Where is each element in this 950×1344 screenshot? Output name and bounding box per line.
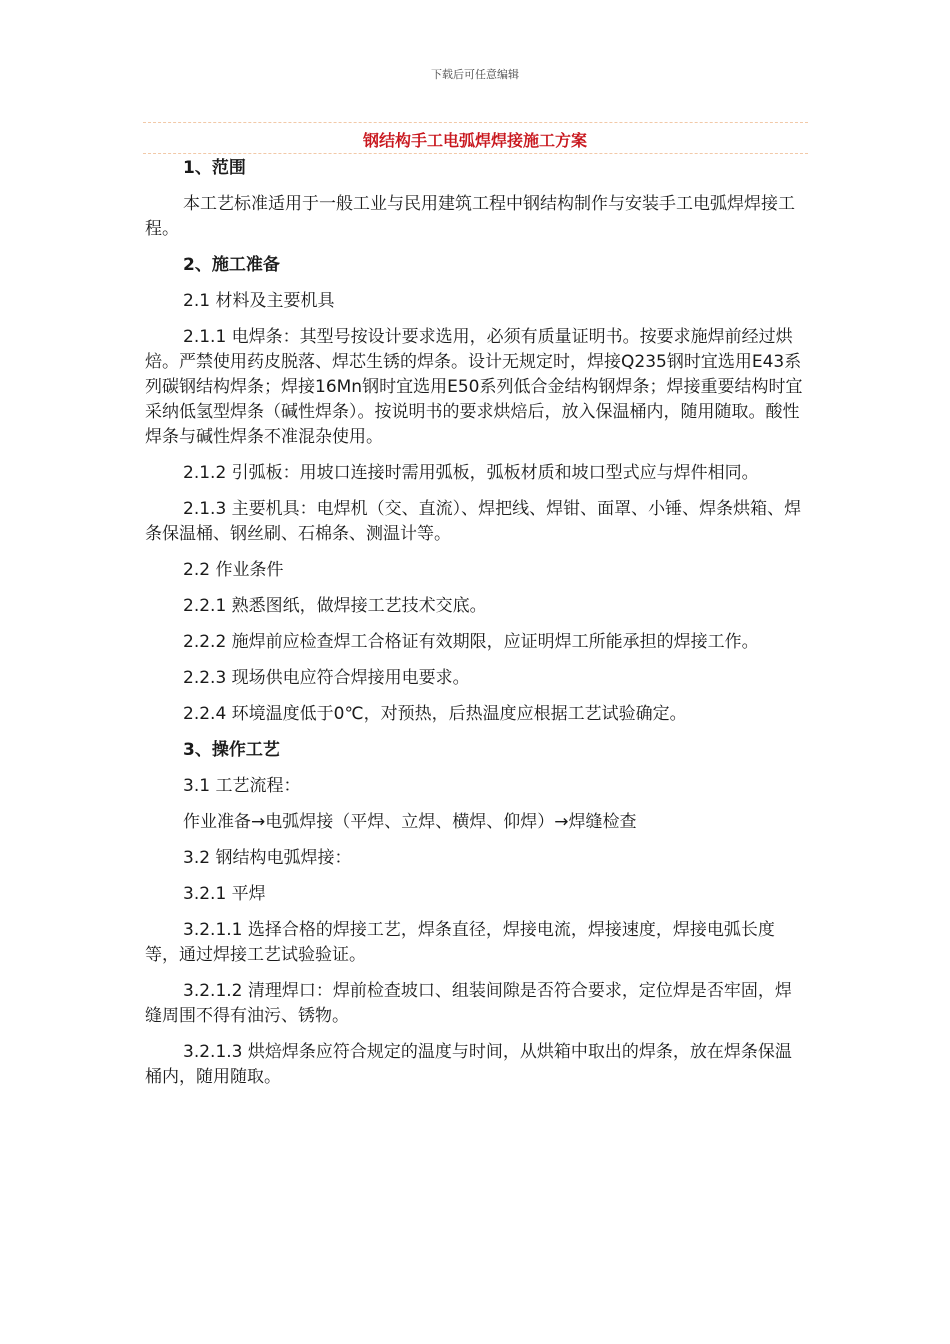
- body-paragraph: 3.2.1.1 选择合格的焊接工艺，焊条直径，焊接电流，焊接速度，焊接电弧长度等，通过焊接工艺试验验证。: [145, 920, 775, 965]
- section-heading: 2、施工准备: [183, 255, 280, 275]
- body-paragraph: 2.2.4 环境温度低于0℃，对预热，后热温度应根据工艺试验确定。: [183, 704, 687, 724]
- body-paragraph: 2.2.3 现场供电应符合焊接用电要求。: [183, 668, 470, 688]
- body-paragraph: 2.1 材料及主要机具: [183, 291, 335, 311]
- body-paragraph: 本工艺标准适用于一般工业与民用建筑工程中钢结构制作与安装手工电弧焊焊接工程。: [145, 194, 795, 239]
- body-paragraph: 3.2.1.3 烘焙焊条应符合规定的温度与时间，从烘箱中取出的焊条，放在焊条保温桶内，随用随取。: [145, 1042, 792, 1087]
- section-heading: 1、范围: [183, 158, 246, 178]
- document-body: [145, 150, 805, 1095]
- body-paragraph: 3.2 钢结构电弧焊接：: [183, 848, 352, 868]
- section-heading: 3、操作工艺: [183, 740, 280, 760]
- body-paragraph: 2.1.1 电焊条：其型号按设计要求选用，必须有质量证明书。按要求施焊前经过烘焙。严禁使用药皮脱落、焊芯生锈的焊条。设计无规定时，焊接Q235钢时宜选用E43系列碳钢结构焊条；焊接16Mn钢时宜选用E50系列低合金结构钢焊条；焊接重要结构时宜采纳低氢型焊条（碱性焊条）。按说明书的要求烘焙后，放入保温桶内，随用随取。酸性焊条与碱性焊条不准混杂使用。: [145, 327, 803, 447]
- body-paragraph: 3.2.1 平焊: [183, 884, 266, 904]
- header-note: 下载后可任意编辑: [431, 68, 519, 81]
- body-paragraph: 2.2.2 施焊前应检查焊工合格证有效期限，应证明焊工所能承担的焊接工作。: [183, 632, 759, 652]
- body-paragraph: 作业准备→电弧焊接（平焊、立焊、横焊、仰焊）→焊缝检查: [183, 812, 637, 832]
- body-paragraph: 2.2 作业条件: [183, 560, 284, 580]
- body-paragraph: 2.1.3 主要机具：电焊机（交、直流）、焊把线、焊钳、面罩、小锤、焊条烘箱、焊条保温桶、钢丝刷、石棉条、测温计等。: [145, 499, 802, 544]
- body-paragraph: 3.2.1.2 清理焊口：焊前检查坡口、组装间隙是否符合要求，定位焊是否牢固，焊缝周围不得有油污、锈物。: [145, 981, 792, 1026]
- body-paragraph: 3.1 工艺流程：: [183, 776, 301, 796]
- document-title: 钢结构手工电弧焊焊接施工方案: [362, 131, 587, 150]
- body-paragraph: 2.2.1 熟悉图纸，做焊接工艺技术交底。: [183, 596, 487, 616]
- body-paragraph: 2.1.2 引弧板：用坡口连接时需用弧板，弧板材质和坡口型式应与焊件相同。: [183, 463, 759, 483]
